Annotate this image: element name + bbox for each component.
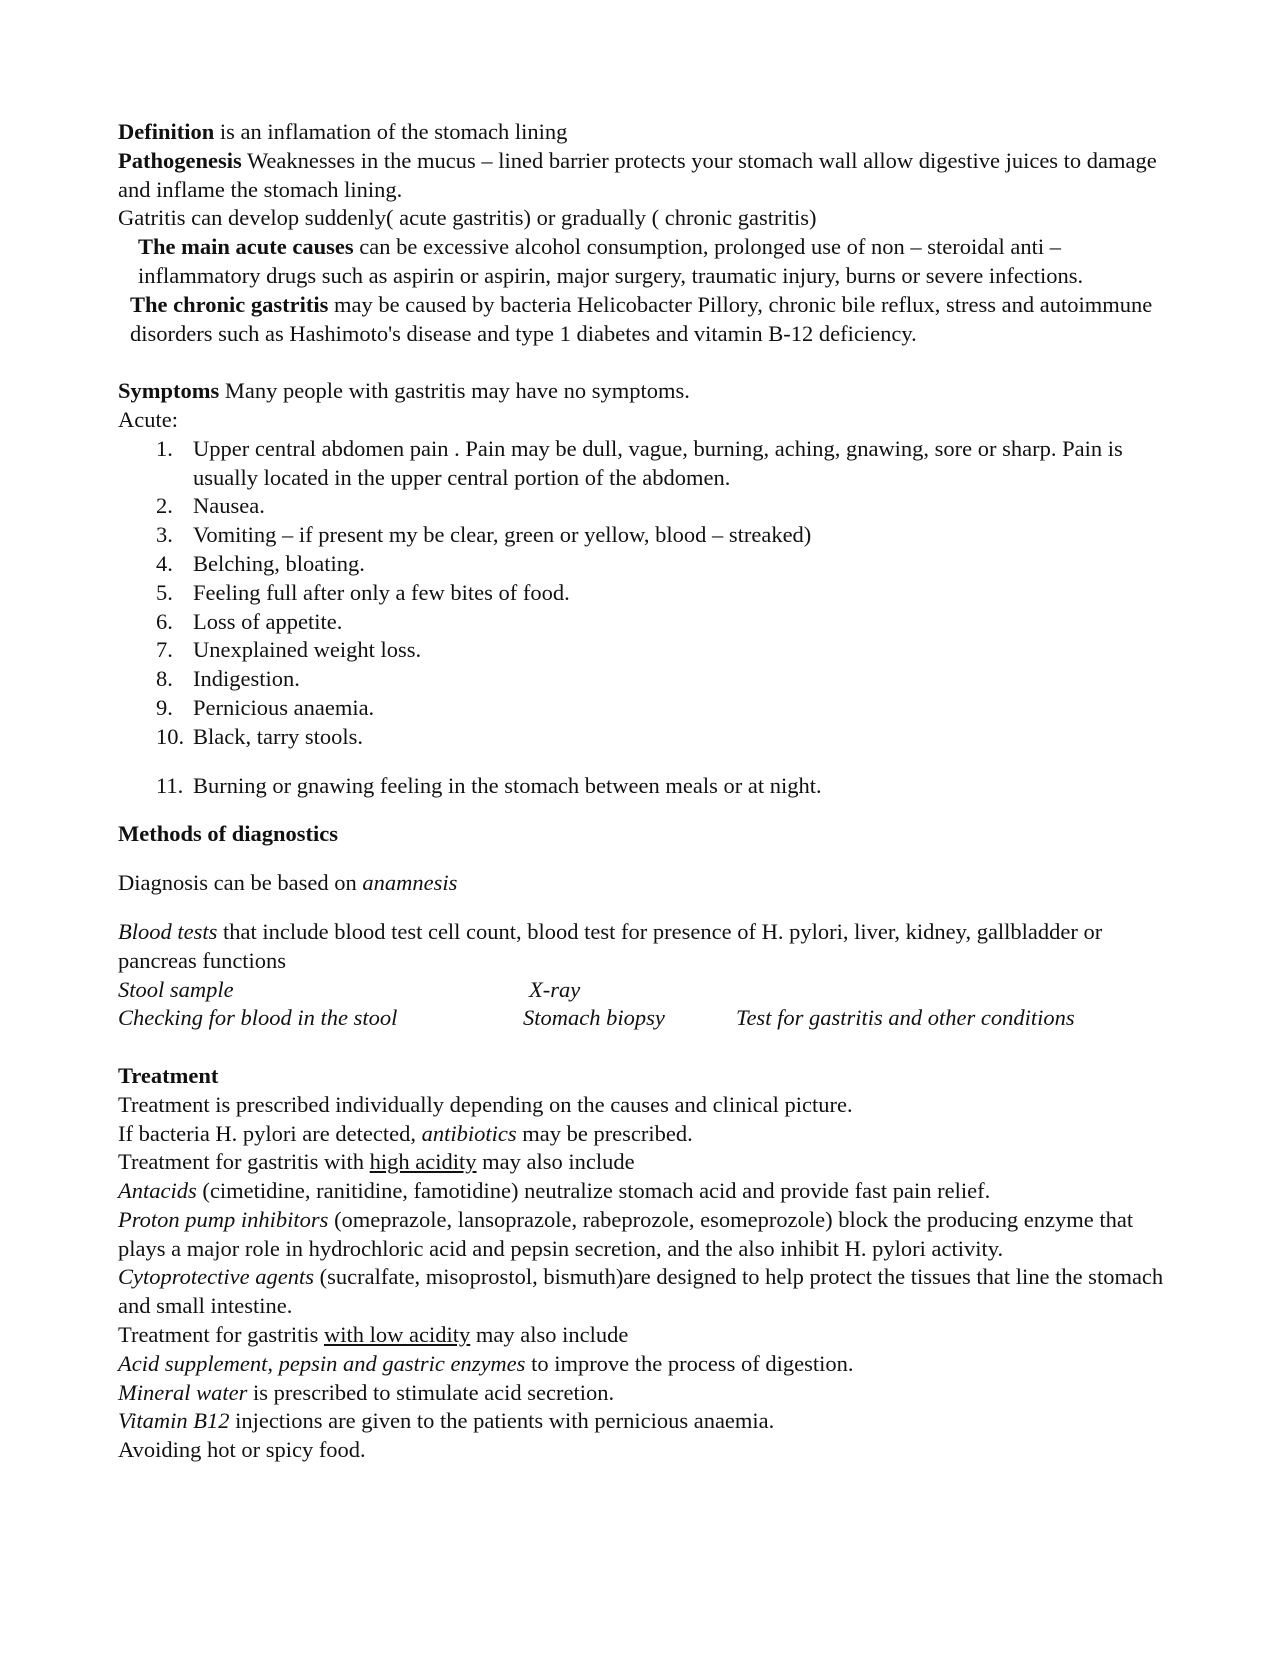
list-text: Upper central abdomen pain . Pain may be dull, vague, burning, aching, gnawing, sore or sharp. Pain is usually located in the upper central portion of the abdomen. — [193, 435, 1123, 490]
diagnostics-heading-text: Methods of diagnostics — [118, 821, 339, 847]
acid-supplement-term: Acid supplement, pepsin and gastric enzymes — [118, 1350, 526, 1376]
list-number: 6. — [156, 608, 173, 634]
list-text: Indigestion. — [193, 666, 300, 692]
list-number: 7. — [156, 637, 173, 663]
spacer — [118, 1033, 1168, 1062]
list-number: 1. — [156, 435, 173, 461]
symptoms-term: Symptoms — [118, 378, 220, 404]
list-text: Nausea. — [193, 493, 265, 519]
xray: X-ray — [529, 976, 581, 1002]
chronic-causes-text: may be caused by bacteria Helicobacter Pillory, chronic bile reflux, stress and autoimmune disorders such as Hashimoto's disease and type 1 diabetes and vitamin B-12 deficiency. — [130, 291, 1153, 346]
treatment-line-2-suffix: may be prescribed. — [516, 1120, 693, 1146]
definition-text: is an inflamation of the stomach lining — [214, 119, 568, 144]
acid-supplement-paragraph — [118, 1350, 1168, 1379]
list-text: Pernicious anaemia. — [193, 694, 375, 720]
list-text: Loss of appetite. — [193, 608, 343, 634]
blood-tests-text: that include blood test cell count, blood test for presence of H. pylori, liver, kidney, gallbladder or pancreas functions — [118, 918, 1103, 973]
anamnesis-prefix: Diagnosis can be based on — [118, 870, 363, 896]
ppi-paragraph — [118, 1206, 1168, 1264]
avoid-food-line: Avoiding hot or spicy food. — [118, 1437, 366, 1463]
high-acidity-term: high acidity — [369, 1149, 477, 1175]
low-acidity-term: with low acidity — [324, 1322, 471, 1348]
diagnostic-tests-grid — [118, 976, 1168, 1034]
mineral-water-paragraph — [118, 1379, 1168, 1408]
low-acidity-prefix: Treatment for gastritis — [118, 1322, 325, 1348]
stool-check: Checking for blood in the stool — [118, 1005, 398, 1031]
list-number: 5. — [156, 579, 173, 605]
low-acidity-suffix: may also include — [470, 1322, 629, 1348]
test-other-conditions: Test for gastritis and other conditions — [736, 1005, 1075, 1031]
list-number: 9. — [156, 694, 173, 720]
vitamin-b12-term: Vitamin B12 — [118, 1408, 230, 1434]
list-text: Burning or gnawing feeling in the stomach between meals or at night. — [193, 772, 822, 798]
mineral-water-text: is prescribed to stimulate acid secretion. — [247, 1379, 615, 1405]
list-item — [118, 435, 1168, 493]
chronic-causes-paragraph — [118, 291, 1168, 349]
antacids-term: Antacids — [118, 1178, 197, 1204]
anamnesis-term: anamnesis — [362, 870, 458, 896]
document-page — [118, 118, 1168, 1465]
acute-label: Acute: — [118, 406, 178, 432]
high-acidity-prefix: Treatment for gastritis with — [118, 1149, 370, 1175]
vitamin-b12-text: injections are given to the patients with pernicious anaemia. — [229, 1408, 775, 1434]
treatment-line-2-prefix: If bacteria H. pylori are detected, — [118, 1120, 422, 1146]
pathogenesis-term: Pathogenesis — [118, 147, 242, 173]
list-number: 4. — [156, 550, 173, 576]
list-item — [118, 521, 1168, 550]
antibiotics-term: antibiotics — [421, 1120, 517, 1146]
list-item — [118, 550, 1168, 579]
high-acidity-line — [118, 1148, 1168, 1177]
pathogenesis-text: Weaknesses in the mucus – lined barrier protects your stomach wall allow digestive juices to damage and inflame the stomach lining. — [118, 147, 1157, 202]
ppi-text: (omeprazole, lansoprazole, rabeprozole, esomeprozole) block the producing enzyme that plays a major role in hydrochloric acid and pepsin secretion, and the also inhibit H. pylori activity. — [118, 1206, 1134, 1261]
ppi-term: Proton pump inhibitors — [118, 1206, 329, 1232]
acute-causes-text: can be excessive alcohol consumption, prolonged use of non – steroidal anti – inflammatory drugs such as aspirin or aspirin, major surgery, traumatic injury, burns or severe infections. — [138, 234, 1084, 288]
symptoms-text: Many people with gastritis may have no symptoms. — [219, 378, 690, 404]
list-item — [118, 723, 1168, 752]
definition-term: Definition — [118, 119, 215, 144]
anamnesis-line — [118, 869, 1168, 898]
pathogenesis-paragraph — [118, 147, 1168, 205]
treatment-line-1: Treatment is prescribed individually depending on the causes and clinical picture. — [118, 1091, 853, 1117]
list-number: 3. — [156, 522, 173, 548]
acid-supplement-text: to improve the process of digestion. — [525, 1350, 854, 1376]
spacer — [118, 348, 1168, 377]
antacids-text: (cimetidine, ranitidine, famotidine) neutralize stomach acid and provide fast pain relief. — [196, 1178, 991, 1204]
list-item — [118, 579, 1168, 608]
low-acidity-line — [118, 1321, 1168, 1350]
list-item — [118, 608, 1168, 637]
definition-paragraph — [118, 118, 1168, 147]
list-item — [118, 665, 1168, 694]
list-number: 10. — [156, 723, 185, 749]
diagnostics-heading — [118, 820, 1168, 849]
spacer — [118, 849, 1168, 869]
list-item — [118, 772, 1168, 801]
spacer — [118, 800, 1168, 820]
cytoprotective-paragraph — [118, 1263, 1168, 1321]
list-text: Feeling full after only a few bites of food. — [193, 579, 570, 605]
list-item — [118, 694, 1168, 723]
spacer — [118, 898, 1168, 918]
list-item — [118, 492, 1168, 521]
treatment-heading-text: Treatment — [118, 1062, 219, 1088]
list-text: Vomiting – if present my be clear, green or yellow, blood – streaked) — [193, 522, 812, 548]
blood-tests-term: Blood tests — [118, 918, 218, 944]
mineral-water-term: Mineral water — [118, 1379, 248, 1405]
treatment-line-2 — [118, 1120, 1168, 1149]
treatment-heading — [118, 1062, 1168, 1091]
list-number: 2. — [156, 493, 173, 519]
cytoprotective-term: Cytoprotective agents — [118, 1264, 314, 1290]
symptoms-list — [118, 435, 1168, 801]
antacids-paragraph — [118, 1177, 1168, 1206]
list-text: Belching, bloating. — [193, 550, 365, 576]
acute-causes-paragraph — [118, 233, 1168, 291]
vitamin-b12-paragraph — [118, 1407, 1168, 1436]
list-number: 11. — [156, 772, 184, 798]
blood-tests-paragraph — [118, 918, 1168, 976]
list-item — [118, 636, 1168, 665]
list-text: Black, tarry stools. — [193, 723, 363, 749]
acute-causes-term: The main acute causes — [138, 234, 354, 260]
chronic-causes-term: The chronic gastritis — [130, 291, 329, 317]
stool-sample: Stool sample — [118, 976, 234, 1002]
cytoprotective-text: (sucralfate, misoprostol, bismuth)are designed to help protect the tissues that line the stomach and small intestine. — [118, 1264, 1164, 1319]
high-acidity-suffix: may also include — [476, 1149, 635, 1175]
gastritis-development: Gatritis can develop suddenly( acute gastritis) or gradually ( chronic gastritis) — [118, 205, 817, 231]
list-number: 8. — [156, 666, 173, 692]
list-text: Unexplained weight loss. — [193, 637, 422, 663]
stomach-biopsy: Stomach biopsy — [523, 1005, 665, 1031]
symptoms-paragraph — [118, 377, 1168, 406]
